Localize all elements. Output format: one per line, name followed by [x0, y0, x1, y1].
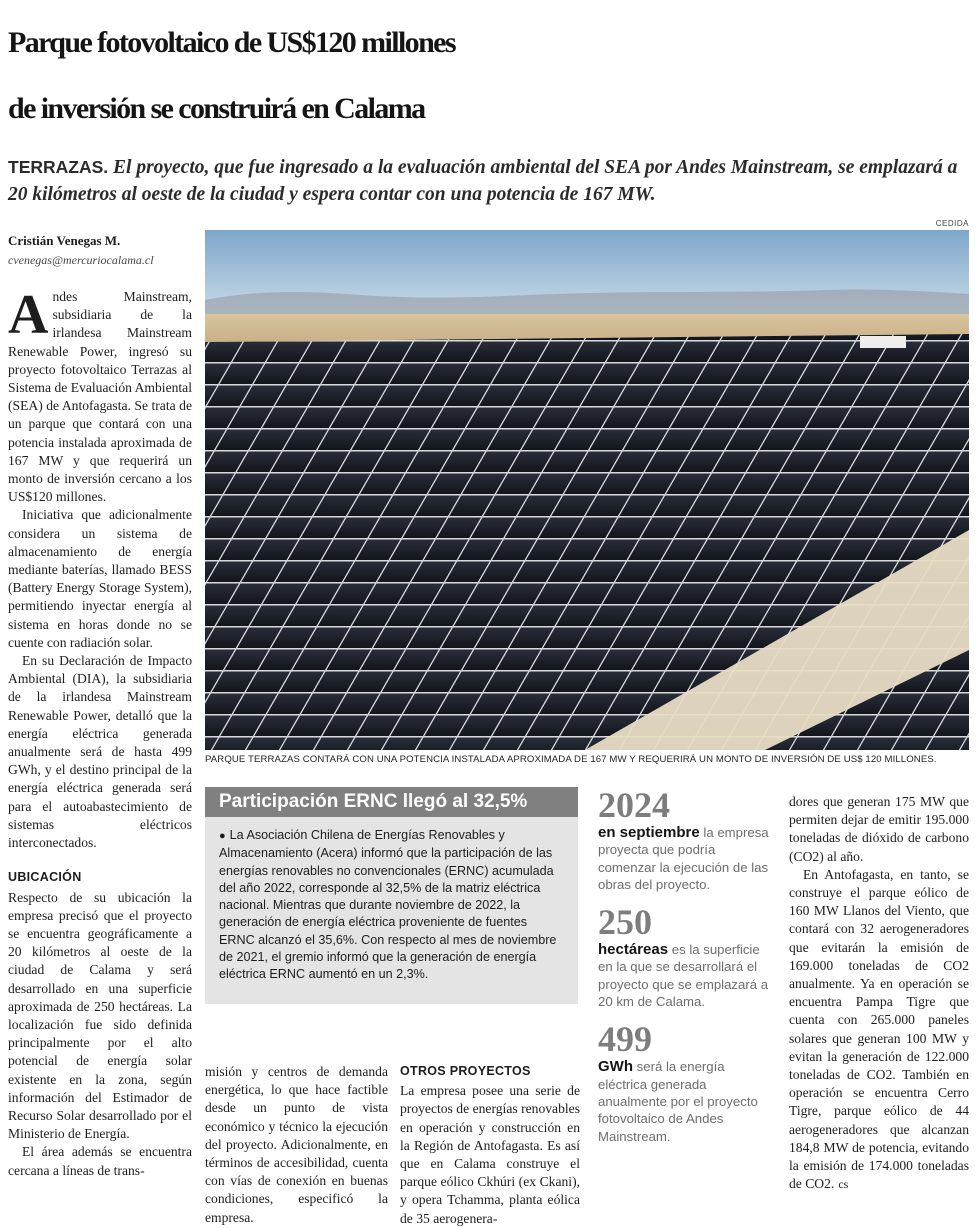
ernc-box-text: ● La Asociación Chilena de Energías Renovables y Almacenamiento (Acera) informó que la participación de las energías renovables no convencionales (ERNC) acumulada del año 2022, corresponde al 32,5% de la matriz eléctrica nacional. Mientras que durante noviembre de 2022, la generación de energía eléctrica proveniente de fuentes ERNC alcanzó el 35,6%. Con respecto al mes de noviembre de 2021, el gremio informó que la generación de energía eléctrica ERNC aumentó en un 2,3%.: [219, 828, 557, 982]
ernc-box-title: Participación ERNC llegó al 32,5%: [205, 787, 578, 817]
paragraph-8: dores que generan 175 MW que permiten dejar de emitir 195.000 toneladas de dióxido de carbono (CO2) al año.: [789, 794, 969, 864]
photo-caption: PARQUE TERRAZAS CONTARÁ CON UNA POTENCIA INSTALADA APROXIMADA DE 167 MW Y REQUERIRÁ UN MONTO DE INVERSIÓN DE US$ 120 MILLONES.: [205, 754, 937, 765]
bullet-icon: ●: [219, 830, 226, 842]
subhead-kicker: TERRAZAS.: [8, 157, 109, 177]
dropcap: A: [8, 284, 49, 346]
stat-number: 499: [598, 1019, 652, 1060]
section-heading-otros-proyectos: OTROS PROYECTOS: [400, 1064, 531, 1078]
stat-description: GWh será la energía eléctrica generada anualmente por el proyecto fotovoltaico de Andes Mainstream.: [598, 1058, 758, 1144]
photo-credit: CEDIDA: [935, 219, 969, 228]
subhead-text: El proyecto, que fue ingresado a la evaluación ambiental del SEA por Andes Mainstream, se emplazará a 20 kilómetros al oeste de la ciudad y espera contar con una potencia de 167 MW.: [8, 157, 958, 205]
stat-item: [598, 1020, 770, 1144]
headline: [8, 10, 970, 142]
end-mark: cs: [838, 1177, 849, 1192]
paragraph-6: misión y centros de demanda energética, lo que hace factible desde un punto de vista económico y técnico la ejecución del proyecto. Adicionalmente, en términos de accesibilidad, cuenta con vías de conexión en buenas condiciones, especificó la empresa.: [205, 1064, 388, 1225]
headline-line-2: de inversión se construirá en Calama: [8, 92, 425, 125]
article-column-5: [789, 793, 969, 1193]
subhead: [8, 154, 970, 208]
key-figures: [598, 786, 770, 1155]
stat-item: [598, 903, 770, 1010]
stat-description: hectáreas es la superficie en la que se desarrollará el proyecto que se emplazará a 20 km de Calama.: [598, 941, 769, 1010]
paragraph-3: En su Declaración de Impacto Ambiental (DIA), la subsidiaria de la irlandesa Mainstream Renewable Power, detalló que la energía eléctrica generada anualmente será de hasta 499 GWh, y el destino principal de la energía eléctrica generada será para el autoabastecimiento de sistemas eléctricos interconectados.: [8, 653, 192, 851]
solar-panels-illustration: [205, 230, 969, 750]
ernc-sidebar-box: [205, 787, 578, 1004]
author-name: Cristián Venegas M.: [8, 233, 121, 248]
paragraph-2: Iniciativa que adicionalmente considera un sistema de almacenamiento de energía mediante baterías, llamado BESS (Battery Energy Storage System), permitiendo inyectar energía al sistema en horas donde no se cuente con radiación solar.: [8, 507, 192, 650]
author-email[interactable]: cvenegas@mercuriocalama.cl: [8, 253, 154, 267]
paragraph-1: Andes Mainstream, subsidiaria de la irlandesa Mainstream Renewable Power, ingresó su proyecto fotovoltaico Terrazas al Sistema de Evaluación Ambiental (SEA) de Antofagasta. Se trata de un parque que contará con una potencia instalada aproximada de 167 MW y que requerirá un monto de inversión cercano a los US$120 millones.: [8, 284, 192, 505]
paragraph-4: Respecto de su ubicación la empresa precisó que el proyecto se encuentra geográficamente a 20 kilómetros al oeste de la ciudad de Calama y será desarrollado en una superficie aproximada de 250 hectáreas. La localización fue sido definida principalmente por el alto potencial de energía solar existente en la zona, según información del Estimador de Recurso Solar desarrollado por el Ministerio de Energía.: [8, 889, 192, 1142]
article-column-1: [8, 284, 192, 1180]
paragraph-9: En Antofagasta, en tanto, se construye el parque eólico de 160 MW Llanos del Viento, que contará con 32 aerogeneradores que evitarán la emisión de 169.000 toneladas de CO2 anualmente. Ya en operación se encuentra Pampa Tigre que cuenta con 265.000 paneles solares que generan 100 MW y evitan la generación de 122.000 toneladas de CO2. También en operación se encuentra Cerro Tigre, parque eólico de 44 aerogeneradores que alcanzan 184,8 MW de potencia, evitando la emisión de 174.000 toneladas de CO2. cs: [789, 866, 969, 1192]
section-heading-ubicacion: UBICACIÓN: [8, 870, 82, 885]
headline-line-1: Parque fotovoltaico de US$120 millones: [8, 26, 455, 59]
stat-number: 250: [598, 902, 652, 943]
article-column-2: [205, 1063, 388, 1227]
solar-park-photo: [205, 230, 969, 750]
paragraph-7: La empresa posee una serie de proyectos de energías renovables en operación y construcción en la Región de Antofagasta. Es así que en Calama construye el parque eólico Ckhúri (ex Ckani), y opera Tchamma, planta eólica de 35 aerogenera-: [400, 1083, 580, 1226]
paragraph-5: El área además se encuentra cercana a líneas de trans-: [8, 1144, 192, 1178]
stat-item: [598, 786, 770, 893]
stat-description: en septiembre la empresa proyecta que podría comenzar la ejecución de las obras del proyecto.: [598, 824, 769, 892]
byline: [8, 233, 198, 268]
article-column-3: [400, 1062, 580, 1228]
stat-number: 2024: [598, 785, 670, 825]
